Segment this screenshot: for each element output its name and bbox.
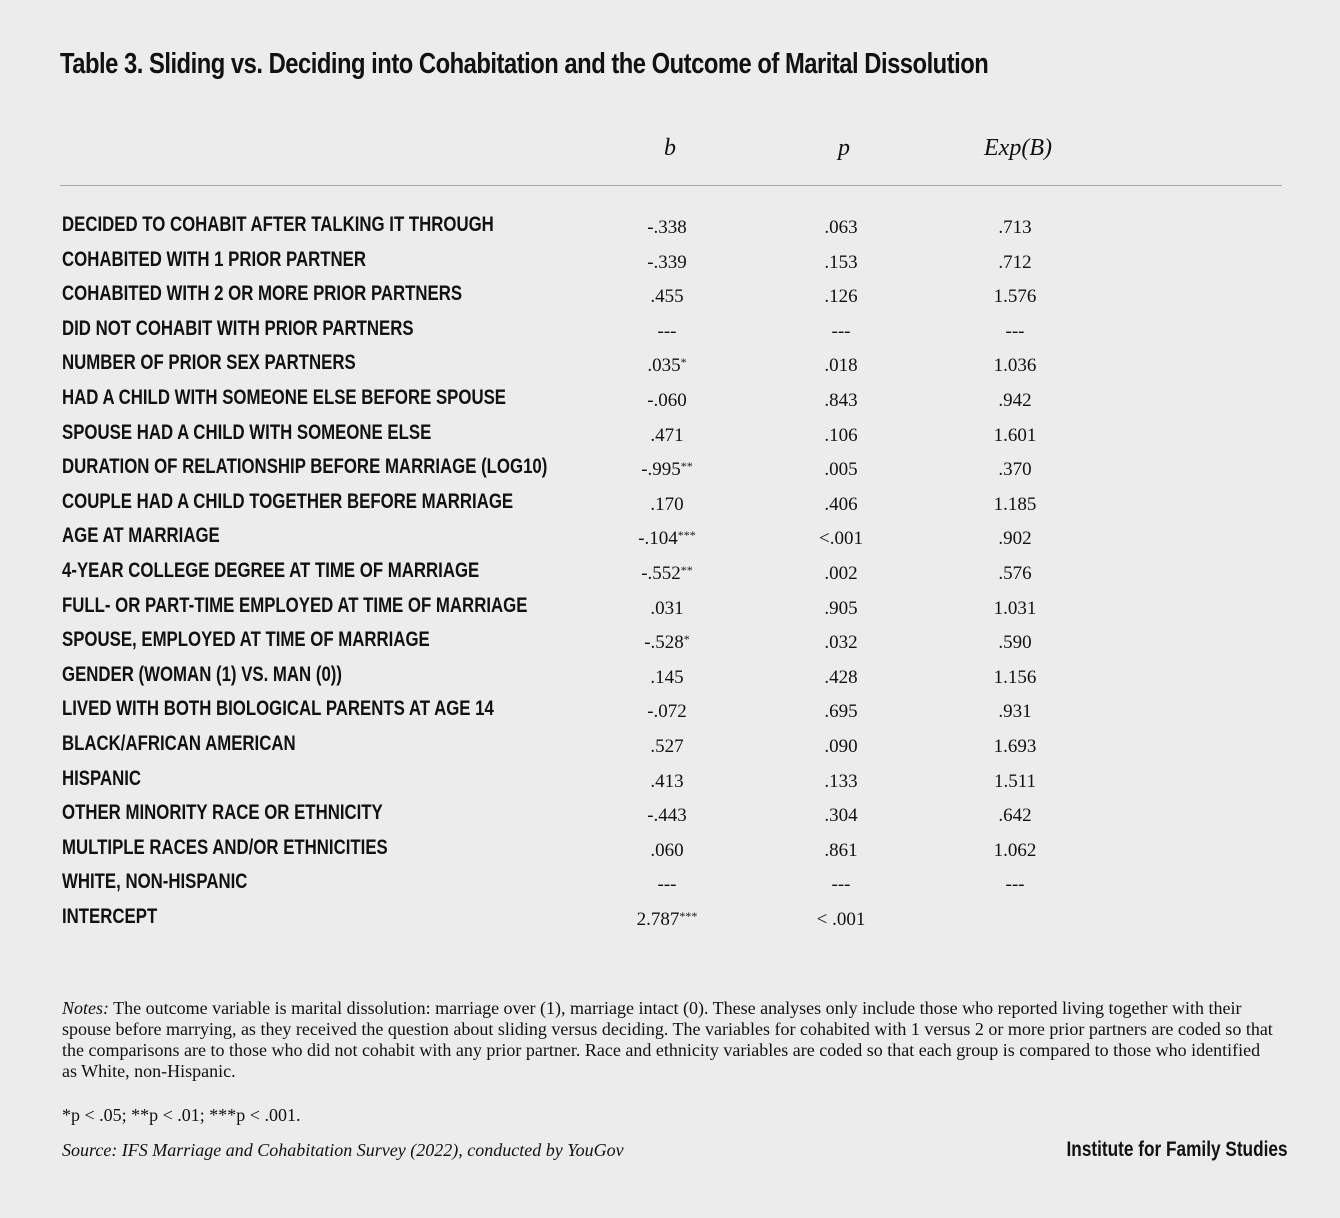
cell-p: .406 [824, 493, 858, 515]
cell-p: .428 [824, 666, 858, 688]
table-row [0, 386, 1340, 420]
significance-stars: * [683, 632, 690, 647]
cell-b [587, 667, 747, 689]
row-label: SPOUSE HAD A CHILD WITH SOMEONE ELSE [62, 420, 432, 444]
cell-expb: 1.156 [993, 666, 1037, 688]
table-row [0, 628, 1340, 662]
cell-expb: 1.693 [993, 736, 1037, 757]
table-row [0, 732, 1340, 766]
row-label: DURATION OF RELATIONSHIP BEFORE MARRIAGE (LOG10) [62, 455, 548, 479]
cell-expb: 1.036 [993, 355, 1037, 377]
cell-b-value: -.528 [644, 632, 684, 654]
significance-stars: ** [680, 459, 693, 474]
cell-expb: .712 [998, 251, 1032, 273]
row-label: AGE AT MARRIAGE [62, 524, 220, 548]
column-header-expb: Exp(B) [984, 135, 1052, 161]
significance-stars: *** [677, 528, 696, 543]
cell-expb: 1.185 [993, 493, 1037, 515]
cell-b-value: -.072 [647, 701, 687, 723]
cell-p: .090 [824, 736, 858, 757]
row-label: HISPANIC [62, 766, 142, 790]
table-row [0, 559, 1340, 593]
cell-b [587, 355, 747, 377]
column-header-p: p [838, 135, 850, 161]
cell-expb: .942 [998, 390, 1032, 411]
cell-b [587, 771, 747, 793]
cell-expb: .642 [998, 805, 1032, 827]
cell-b [587, 425, 747, 447]
row-label: INTERCEPT [62, 905, 158, 928]
row-label: WHITE, NON-HISPANIC [62, 870, 248, 894]
page-title: Table 3. Sliding vs. Deciding into Cohabitation and the Outcome of Marital Dissolution [60, 48, 989, 80]
table-row [0, 490, 1340, 524]
source-line: Source: IFS Marriage and Cohabitation Survey (2022), conducted by YouGov [62, 1140, 624, 1160]
cell-b [587, 321, 747, 343]
cell-b [587, 252, 747, 274]
cell-b-value: -.104 [638, 528, 678, 550]
row-label: DECIDED TO COHABIT AFTER TALKING IT THROUGH [62, 213, 494, 236]
cell-p: .063 [824, 217, 858, 238]
table-row [0, 905, 1340, 939]
row-label: BLACK/AFRICAN AMERICAN [62, 732, 296, 755]
cell-p: --- [831, 874, 851, 896]
table-row [0, 455, 1340, 489]
cell-p: .304 [824, 805, 858, 827]
cell-b-value: --- [657, 874, 677, 896]
row-label: HAD A CHILD WITH SOMEONE ELSE BEFORE SPOUSE [62, 386, 506, 409]
cell-b [587, 909, 747, 931]
row-label: COHABITED WITH 1 PRIOR PARTNER [62, 247, 366, 271]
column-header-b: b [664, 135, 676, 161]
cell-b [587, 286, 747, 308]
cell-b [587, 563, 747, 585]
cell-b-value: -.443 [647, 805, 687, 827]
cell-expb: --- [1005, 874, 1025, 896]
cell-b [587, 390, 747, 412]
cell-b-value: .060 [650, 839, 684, 861]
cell-b [587, 874, 747, 896]
cell-p: < .001 [816, 909, 866, 930]
header-divider [60, 185, 1282, 186]
table-row [0, 351, 1340, 385]
cell-b [587, 528, 747, 550]
cell-b-value: .031 [650, 597, 684, 619]
row-label: SPOUSE, EMPLOYED AT TIME OF MARRIAGE [62, 628, 430, 652]
row-label: LIVED WITH BOTH BIOLOGICAL PARENTS AT AGE 14 [62, 697, 494, 721]
notes-lead: Notes: [62, 998, 109, 1018]
significance-stars: ** [680, 563, 693, 577]
cell-expb: .902 [998, 528, 1032, 550]
table-row [0, 213, 1340, 247]
cell-b [587, 701, 747, 723]
cell-b-value: .145 [650, 666, 684, 688]
row-label: NUMBER OF PRIOR SEX PARTNERS [62, 351, 356, 375]
cell-p: .126 [824, 286, 858, 308]
cell-p: .002 [824, 563, 858, 584]
cell-p: .843 [824, 390, 858, 411]
cell-p: <.001 [819, 528, 863, 550]
cell-expb: 1.511 [993, 770, 1037, 792]
table-row [0, 594, 1340, 628]
cell-b-value: -.338 [647, 217, 687, 238]
table-row [0, 421, 1340, 455]
cell-expb: .713 [998, 217, 1032, 238]
cell-b-value: .527 [650, 736, 684, 757]
cell-p: .106 [824, 424, 858, 446]
row-label: OTHER MINORITY RACE OR ETHNICITY [62, 801, 383, 825]
cell-expb: .370 [998, 459, 1032, 481]
table-row [0, 870, 1340, 904]
row-label: COHABITED WITH 2 OR MORE PRIOR PARTNERS [62, 282, 463, 306]
cell-p: --- [831, 320, 851, 342]
row-label: DID NOT COHABIT WITH PRIOR PARTNERS [62, 316, 414, 340]
cell-b-value: 2.787 [636, 909, 680, 930]
cell-p: .905 [824, 597, 858, 619]
cell-p: .133 [824, 770, 858, 792]
cell-p: .861 [824, 839, 858, 861]
table-row [0, 663, 1340, 697]
cell-b [587, 598, 747, 620]
table-row [0, 801, 1340, 835]
cell-b-value: .170 [650, 493, 684, 515]
table-notes [62, 998, 1277, 1082]
table-row [0, 248, 1340, 282]
table-row [0, 317, 1340, 351]
cell-p: .695 [824, 701, 858, 723]
significance-stars: *** [679, 909, 698, 923]
cell-b-value: .035 [647, 355, 681, 377]
cell-b [587, 632, 747, 654]
cell-expb: 1.031 [993, 597, 1037, 619]
row-label: 4-YEAR COLLEGE DEGREE AT TIME OF MARRIAGE [62, 559, 480, 582]
cell-expb: .576 [998, 563, 1032, 584]
cell-b-value: -.995 [641, 459, 681, 481]
cell-b [587, 217, 747, 239]
cell-b-value: --- [657, 320, 677, 342]
cell-b-value: -.060 [647, 390, 687, 411]
cell-b-value: .471 [650, 424, 684, 446]
brand-logo-text: Institute for Family Studies [1066, 1138, 1288, 1161]
cell-b-value: .455 [650, 286, 684, 308]
row-label: COUPLE HAD A CHILD TOGETHER BEFORE MARRIAGE [62, 489, 514, 513]
cell-b-value: .413 [650, 770, 684, 792]
cell-b [587, 459, 747, 481]
cell-expb: .590 [998, 632, 1032, 654]
cell-expb: .931 [998, 701, 1032, 723]
cell-expb: --- [1005, 320, 1025, 342]
cell-b [587, 805, 747, 827]
cell-b-value: -.552 [641, 563, 681, 584]
significance-stars: * [680, 355, 687, 370]
cell-expb: 1.062 [993, 839, 1037, 861]
row-label: MULTIPLE RACES AND/OR ETHNICITIES [62, 835, 388, 859]
significance-legend: *p < .05; **p < .01; ***p < .001. [62, 1105, 301, 1125]
cell-b-value: -.339 [647, 251, 687, 273]
table-row [0, 282, 1340, 316]
cell-p: .032 [824, 632, 858, 654]
cell-b [587, 840, 747, 862]
cell-expb: 1.576 [993, 286, 1037, 308]
cell-p: .005 [824, 459, 858, 481]
cell-b [587, 494, 747, 516]
cell-expb: 1.601 [993, 424, 1037, 446]
cell-p: .018 [824, 355, 858, 377]
row-label: FULL- OR PART-TIME EMPLOYED AT TIME OF MARRIAGE [62, 593, 528, 617]
table-row [0, 697, 1340, 731]
table-row [0, 836, 1340, 870]
table-row [0, 524, 1340, 558]
cell-b [587, 736, 747, 758]
notes-text: The outcome variable is marital dissolution: marriage over (1), marriage intact (0). These analyses only include those who reported living together with their spouse before marrying, as they received the question about sliding versus deciding. The variables for cohabited with 1 versus 2 or more prior partners are coded so that the comparisons are to those who did not cohabit with any prior partner. Race and ethnicity variables are coded so that each group is compared to those who identified as White, non-Hispanic. [62, 998, 1273, 1081]
table-row [0, 767, 1340, 801]
row-label: GENDER (WOMAN (1) VS. MAN (0)) [62, 662, 342, 686]
cell-p: .153 [824, 251, 858, 273]
